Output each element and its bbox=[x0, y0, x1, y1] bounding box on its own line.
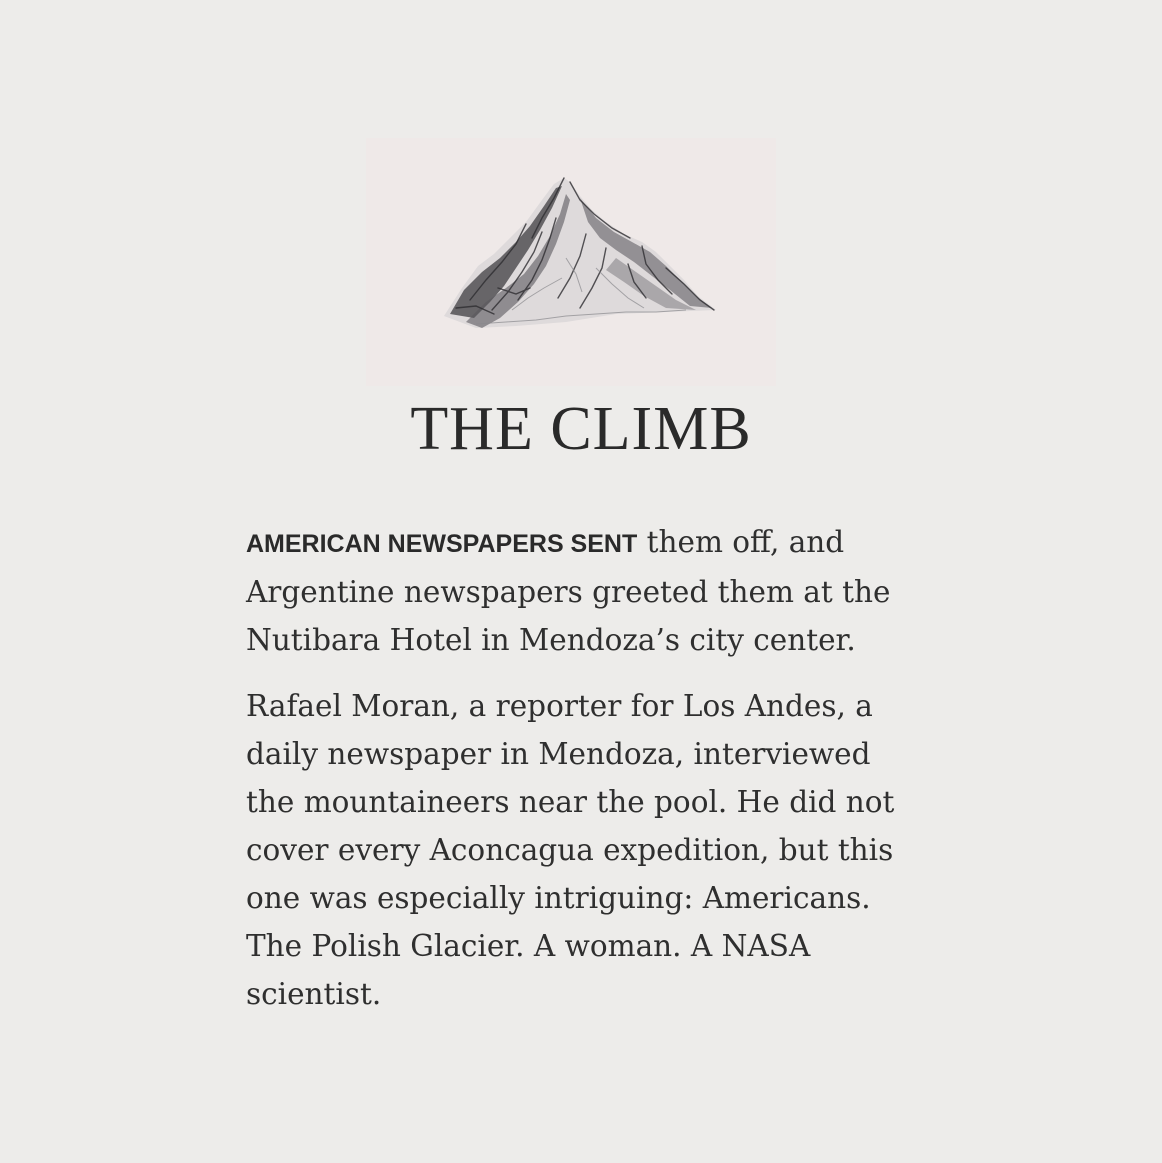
mountain-illustration bbox=[366, 138, 776, 386]
article-body bbox=[246, 518, 926, 1036]
section-title: THE CLIMB bbox=[410, 395, 752, 463]
mountain-sketch-icon bbox=[366, 138, 776, 386]
paragraph-1-text: them off, and Argentine newspapers greeted them at the Nutibara Hotel in Mendoza’s city center. bbox=[246, 525, 891, 657]
article-paragraph-1 bbox=[246, 518, 926, 664]
article-paragraph-2: Rafael Moran, a reporter for Los Andes, a daily newspaper in Mendoza, interviewed the mountaineers near the pool. He did not cover every Aconcagua expedition, but this one was especially intriguing: Americans. The Polish Glacier. A woman. A NASA scientist. bbox=[246, 689, 895, 1011]
lead-in-text: AMERICAN NEWSPAPERS SENT bbox=[246, 530, 638, 558]
